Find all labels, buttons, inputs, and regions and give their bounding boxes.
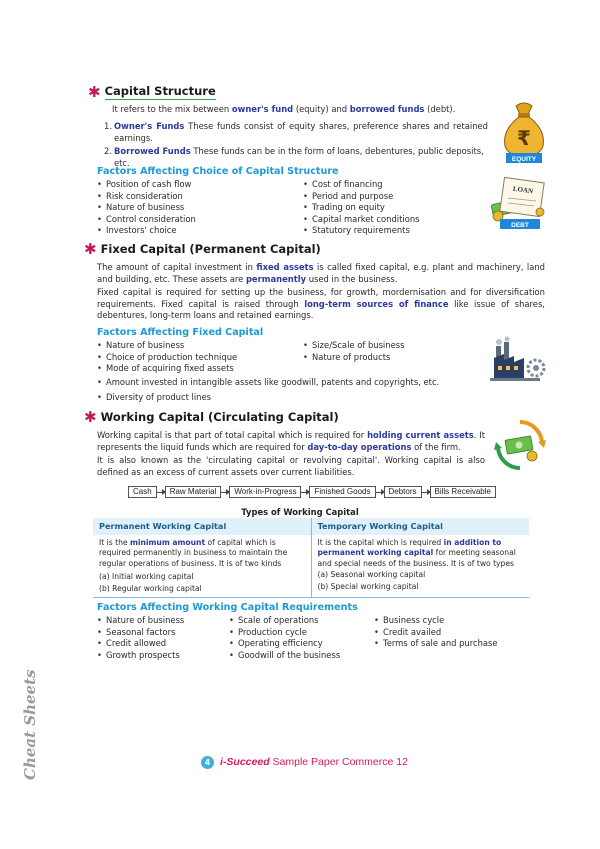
list-item: • Operating efficiency	[229, 638, 369, 650]
list-item: • Business cycle	[374, 615, 534, 627]
list-item: • Mode of acquiring fixed assets	[97, 363, 302, 375]
cheat-sheets-side-label: Cheat Sheets	[21, 669, 39, 780]
flow-step: Finished Goods	[309, 486, 375, 498]
list-item: • Investors' choice	[97, 225, 297, 237]
svg-text:₹: ₹	[517, 126, 531, 150]
permanent-cell: It is the minimum amount of capital which is required permanently in business to maintain the regular operations of business. It is of two kinds (a) Initial working capital (b) Regular working capital	[99, 538, 288, 593]
list-item: • Credit allowed	[97, 638, 227, 650]
section-title-capital-structure	[88, 84, 216, 100]
fixed-capital-factors-title: Factors Affecting Fixed Capital	[97, 327, 264, 338]
types-of-working-capital-table	[93, 518, 529, 598]
types-table-title: Types of Working Capital	[241, 507, 359, 517]
flow-step: Work-in-Progress	[229, 486, 301, 498]
list-item: • Growth prospects	[97, 650, 227, 662]
list-item: • Statutory requirements	[303, 225, 483, 237]
working-capital-para-2: It is also known as the 'circulating capital or revolving capital'. Working capital is also defined as an excess of current assets over current liabilities.	[97, 455, 485, 477]
flow-step: Raw Material	[165, 486, 222, 498]
owners-funds-item: 1. Owner's Funds These funds consist of equity shares, preference shares and retained earnings.	[104, 121, 488, 143]
svg-text:LOAN: LOAN	[512, 184, 534, 196]
list-item: • Period and purpose	[303, 191, 483, 203]
list-item: • Nature of products	[303, 352, 483, 364]
money-bag-icon	[498, 100, 550, 164]
loan-document-icon	[488, 176, 550, 230]
asterisk-icon: ✱	[88, 83, 101, 101]
list-item: • Nature of business	[97, 202, 297, 214]
circulating-money-icon	[492, 418, 548, 472]
list-item: • Trading on equity	[303, 202, 483, 214]
working-capital-para-1: Working capital is that part of total capital which is required for holding current assets. It represents the liquid funds which are required for day-to-day operations of the firm.	[97, 430, 485, 452]
arrow-right-icon	[221, 492, 229, 493]
heading-text: Fixed Capital (Permanent Capital)	[100, 242, 321, 256]
temporary-header: Temporary Working Capital	[311, 518, 529, 535]
working-capital-factors-col3	[374, 615, 534, 650]
svg-text:EQUITY: EQUITY	[511, 156, 537, 163]
section-title-working-capital	[84, 410, 339, 424]
fixed-capital-factors-full	[97, 377, 487, 403]
asterisk-icon: ✱	[84, 408, 97, 426]
flow-step: Cash	[128, 486, 157, 498]
flow-step: Bills Receivable	[430, 486, 496, 498]
borrowed-funds-item: 2. Borrowed Funds These funds can be in the form of loans, debentures, public deposits, etc.	[104, 146, 484, 168]
list-item: • Diversity of product lines	[97, 392, 487, 404]
section-title-fixed-capital	[84, 242, 321, 256]
arrow-right-icon	[301, 492, 309, 493]
capital-structure-factors-left	[97, 179, 297, 237]
fixed-capital-factors-left	[97, 340, 302, 375]
arrow-right-icon	[376, 492, 384, 493]
heading-text: Capital Structure	[104, 84, 216, 98]
factory-icon	[490, 336, 548, 384]
working-capital-factors-title: Factors Affecting Working Capital Requirements	[97, 602, 358, 613]
list-item: • Seasonal factors	[97, 627, 227, 639]
temporary-cell: It is the capital which is required in addition to permanent working capital for meeting seasonal and special needs of the business. It is of two types (a) Seasonal working capital (b) Special working capital	[311, 535, 529, 597]
list-item: • Choice of production technique	[97, 352, 302, 364]
list-item: • Position of cash flow	[97, 179, 297, 191]
working-capital-factors-col1	[97, 615, 227, 661]
asterisk-icon: ✱	[84, 240, 97, 258]
list-item: • Nature of business	[97, 615, 227, 627]
list-item: • Scale of operations	[229, 615, 369, 627]
capital-structure-intro: It refers to the mix between owner's fund (equity) and borrowed funds (debt).	[112, 104, 456, 114]
fixed-capital-para-2: Fixed capital is required for setting up the business, for growth, mordernisation and for diversification requirements. Fixed capital is raised through long-term sources of finance like issue of shares, debentures, long-term loans and retained earnings.	[97, 287, 545, 321]
fixed-capital-factors-right	[303, 340, 483, 363]
arrow-right-icon	[157, 492, 165, 493]
list-item: • Cost of financing	[303, 179, 483, 191]
working-capital-factors-col2	[229, 615, 369, 661]
list-item: • Size/Scale of business	[303, 340, 483, 352]
list-item: • Risk consideration	[97, 191, 297, 203]
list-item: • Control consideration	[97, 214, 297, 226]
permanent-header: Permanent Working Capital	[93, 518, 311, 535]
list-item: • Nature of business	[97, 340, 302, 352]
page-footer	[201, 756, 408, 769]
footer-brand: i-Succeed Sample Paper Commerce 12	[220, 755, 408, 768]
flow-step: Debtors	[384, 486, 422, 498]
heading-text: Working Capital (Circulating Capital)	[100, 410, 339, 424]
list-item: • Capital market conditions	[303, 214, 483, 226]
list-item: • Amount invested in intangible assets like goodwill, patents and copyrights, etc.	[97, 377, 487, 389]
list-item: • Credit availed	[374, 627, 534, 639]
capital-structure-factors-right	[303, 179, 483, 237]
arrow-right-icon	[422, 492, 430, 493]
list-item: • Production cycle	[229, 627, 369, 639]
svg-text:DEBT: DEBT	[511, 222, 529, 229]
fixed-capital-para-1: The amount of capital investment in fixed assets is called fixed capital, e.g. plant and machinery, land and building, etc. These assets are permanently used in the business.	[97, 262, 545, 284]
cash-cycle-flow	[128, 486, 496, 498]
capital-structure-factors-title: Factors Affecting Choice of Capital Structure	[97, 166, 339, 177]
list-item: • Goodwill of the business	[229, 650, 369, 662]
list-item: • Terms of sale and purchase	[374, 638, 534, 650]
page-number: 4	[201, 756, 214, 769]
